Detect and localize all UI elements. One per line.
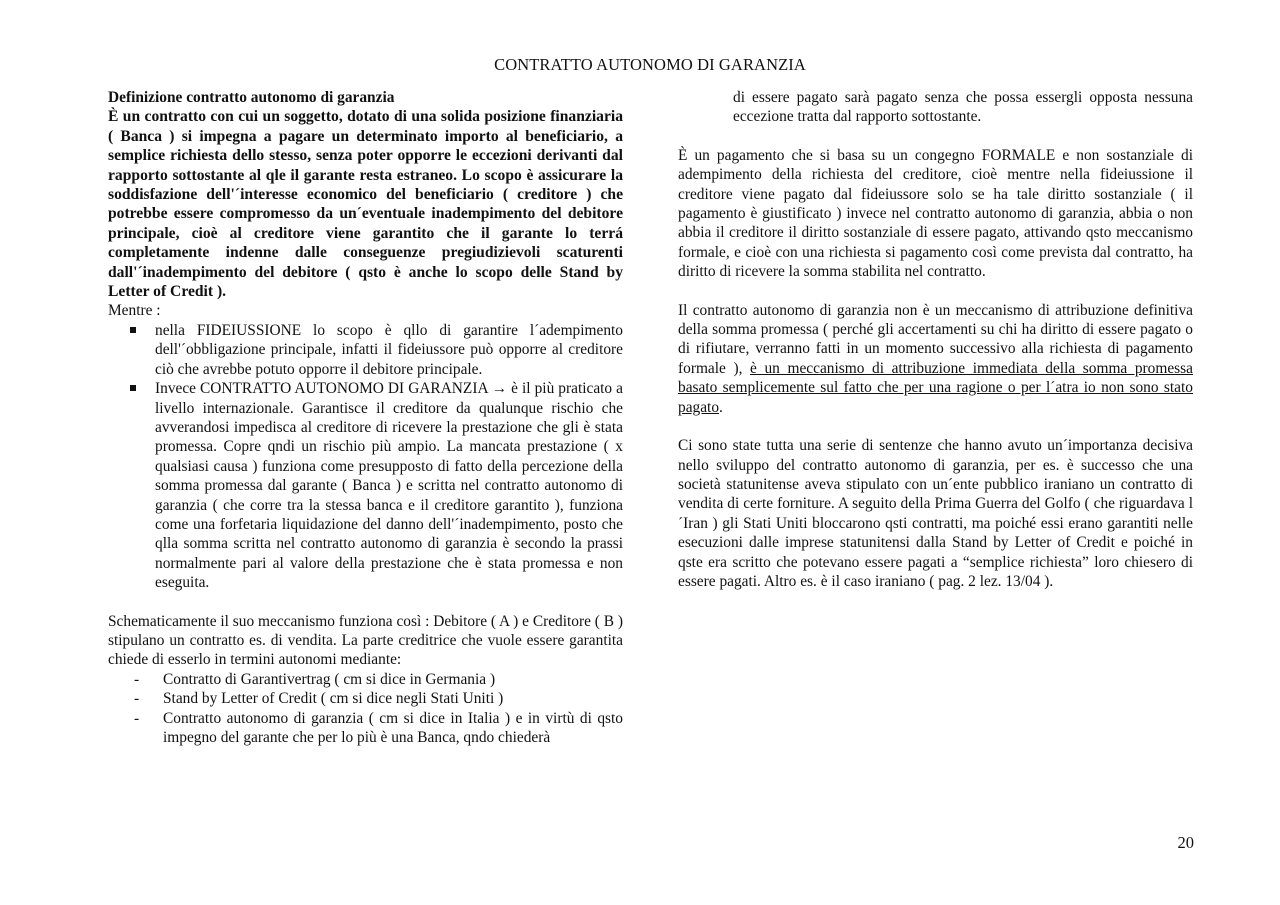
list-item-text: Stand by Letter of Credit ( cm si dice negli Stati Uniti ) bbox=[163, 690, 504, 708]
right-arrow-icon: → bbox=[491, 380, 508, 398]
list-item-contratto-autonomo bbox=[108, 379, 623, 592]
section-heading: Definizione contratto autonomo di garanzia bbox=[108, 89, 395, 106]
square-bullet-icon bbox=[130, 327, 136, 333]
list-item-fideiussione bbox=[108, 321, 623, 379]
formal-payment-paragraph: È un pagamento che si basa su un congegno FORMALE e non sostanziale di adempimento della richiesta del creditore, cioè mentre nella fideiussione il creditore viene pagato dal fideiussore solo se ha tale diritto sostanziale ( il pagamento è giustificato ) invece nel contratto autonomo di garanzia, abbia o non abbia il creditore il diritto sostanziale di essere pagato, attivando qsto meccanismo formale, e cioè con una richiesta si pagamento così come prevista dal contratto, ha diritto di ricevere la somma stabilita nel contratto. bbox=[678, 146, 1193, 281]
right-column bbox=[678, 88, 1193, 591]
page-title: CONTRATTO AUTONOMO DI GARANZIA bbox=[494, 55, 806, 74]
underlined-text: è un meccanismo di attribuzione immediata della somma promessa basato semplicemente sul fatto che per una ragione o per l´atra io non sono stato pagato bbox=[678, 359, 1193, 416]
list-item-text: è il più praticato a livello internazionale. Garantisce il creditore da qualunque rischio che avverandosi impedisca al creditore di ricevere la prestazione che gli è stata promessa. Copre qndi un rischio più ampio. La mancata prestazione ( x qualsiasi causa ) funziona come presupposto di fatto della percezione della somma promessa dal garante ( Banca ) e scritta nel contratto autonomo di garanzia ( che corre tra la stessa banca e il creditore garantito ), funziona come una forfetaria liquidazione del danno dell'´inadempimento, posto che qlla somma scritta nel contratto autonomo di garanzia è secondo la prassi normalmente pari al valore della prestazione che è stata promessa e non eseguita. bbox=[155, 380, 623, 592]
comparison-list bbox=[108, 321, 623, 593]
continuation-text: di essere pagato sarà pagato senza che possa essergli opposta nessuna eccezione tratta dal rapporto sottostante. bbox=[733, 89, 1193, 126]
list-item-intro: Invece CONTRATTO AUTONOMO DI GARANZIA bbox=[155, 380, 488, 398]
mentre-label: Mentre : bbox=[108, 302, 161, 320]
sentences-paragraph: Ci sono state tutta una serie di sentenze che hanno avuto un´importanza decisiva nello sviluppo del contratto autonomo di garanzia, per es. è successo che una società statunitense aveva stipulato con un´ente pubblico iraniano un contratto di vendita di certe forniture. A seguito della Prima Guerra del Golfo ( che riguardava l´Iran ) gli Stati Uniti bloccarono qsti contratti, ma poiché essi erano garantiti nelle esecuzioni dalle imprese statunitensi dalla Stand by Letter of Credit e poiché in qste era scritto che potevano essere pagati a “semplice richiesta” loro chiesero di essere pagati. Altro es. è il caso iraniano ( pag. 2 lez. 13/04 ). bbox=[678, 437, 1193, 590]
list-item bbox=[108, 709, 623, 748]
dash-bullet: - bbox=[134, 709, 140, 727]
attribution-text: Il contratto autonomo di garanzia non è un meccanismo di attribuzione definitiva della somma promessa ( perché gli accertamenti su chi ha diritto di essere pagato o di rifiutare, verranno fatti in un momento successivo alla richiesta di pagamento formale ), bbox=[678, 301, 1193, 377]
schema-paragraph: Schematicamente il suo meccanismo funziona così : Debitore ( A ) e Creditore ( B ) stipulano un contratto es. di vendita. La parte creditrice che vuole essere garantita chiede di esserlo in termini autonomi mediante: bbox=[108, 612, 623, 669]
list-item-text: Contratto di Garantivertrag ( cm si dice in Germania ) bbox=[163, 670, 496, 688]
page-number: 20 bbox=[1177, 833, 1194, 852]
mechanism-list bbox=[108, 670, 623, 748]
dash-bullet: - bbox=[134, 690, 140, 708]
list-item-text: nella FIDEIUSSIONE lo scopo è qllo di garantire l´adempimento dell'´obbligazione principale, infatti il fideiussore può opporre al creditore ciò che avrebbe potuto opporre il debitore principale. bbox=[155, 321, 623, 378]
dash-bullet: - bbox=[134, 670, 140, 688]
attribution-end: . bbox=[719, 398, 723, 416]
list-item bbox=[108, 689, 623, 708]
list-item-text: Contratto autonomo di garanzia ( cm si dice in Italia ) e in virtù di qsto impegno del garante che per lo più è una Banca, qndo chiederà bbox=[163, 709, 623, 746]
list-item bbox=[108, 670, 623, 689]
definition-paragraph: È un contratto con cui un soggetto, dotato di una solida posizione finanziaria ( Banca ) si impegna a pagare un determinato importo al beneficiario, a semplice richiesta dello stesso, senza poter opporre le eccezioni derivanti dal rapporto sottostante al qle il garante resta estraneo. Lo scopo è assicurare la soddisfazione dell'´interesse economico del beneficiario ( creditore ) che potrebbe essere compromesso da un´eventuale inadempimento del debitore principale, cioè al creditore viene garantito che il garante lo terrá completamente indenne dalle conseguenze pregiudizievoli scaturenti dall'´inadempimento del debitore ( qsto è anche lo scopo delle Stand by Letter of Credit ). bbox=[108, 108, 623, 301]
square-bullet-icon bbox=[130, 385, 136, 391]
attribution-paragraph bbox=[678, 301, 1193, 417]
left-column bbox=[108, 88, 623, 747]
